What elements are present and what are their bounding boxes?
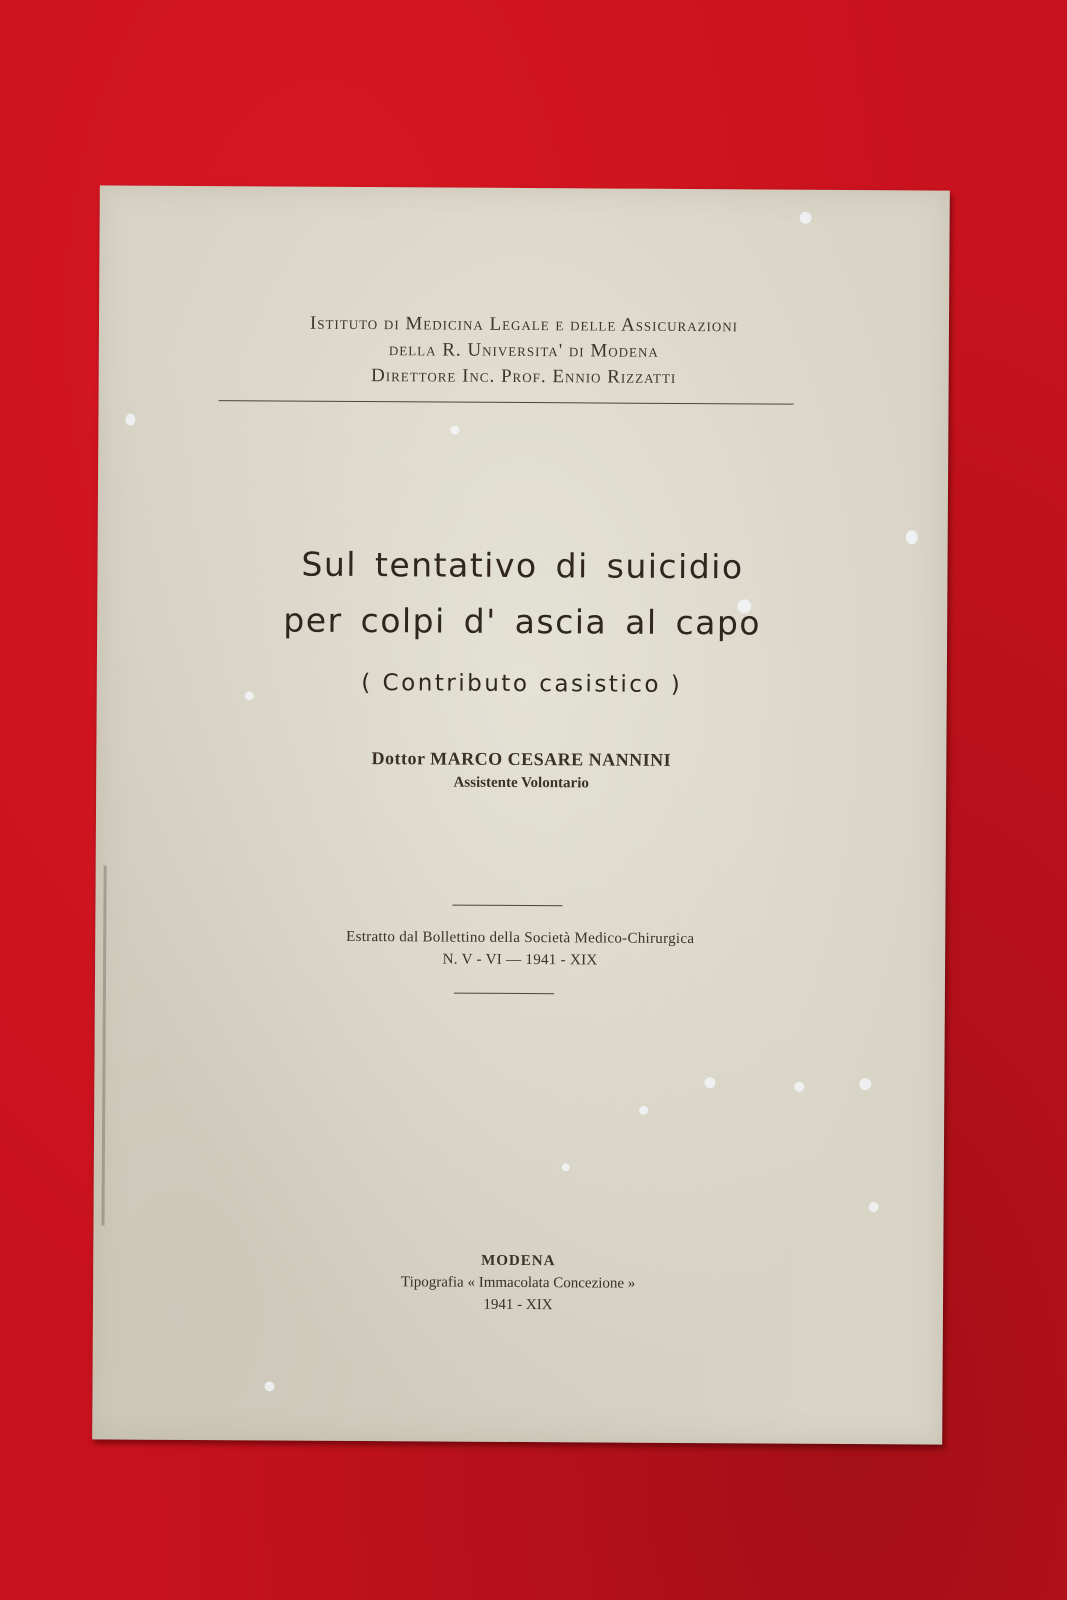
imprint-printer: Tipografia « Immacolata Concezione »: [400, 1274, 636, 1292]
paper-speck: [125, 414, 135, 426]
university-name: della R. Universita' di Modena: [388, 339, 659, 362]
paper-speck: [906, 530, 918, 544]
subtitle: ( Contributo casistico ): [361, 670, 683, 698]
paper-speck: [639, 1106, 648, 1115]
extract-rule-bottom: [454, 993, 554, 995]
booklet-cover: [92, 185, 950, 1444]
author-role: Assistente Volontario: [453, 774, 589, 792]
author-name: Dottor MARCO CESARE NANNINI: [371, 748, 672, 770]
title-line-1: Sul tentativo di suicidio: [301, 544, 744, 587]
paper-speck: [859, 1078, 871, 1090]
binding-edge: [101, 865, 106, 1225]
extract-rule-top: [452, 905, 562, 907]
paper-speck: [450, 426, 459, 435]
imprint-city: MODENA: [481, 1252, 556, 1270]
director-name: Direttore Inc. Prof. Ennio Rizzatti: [371, 365, 677, 388]
paper-speck: [264, 1381, 274, 1391]
paper-speck: [800, 212, 812, 224]
paper-speck: [869, 1202, 879, 1212]
extract-issue: N. V - VI — 1941 - XIX: [442, 951, 598, 969]
extract-source: Estratto dal Bollettino della Società Medico-Chirurgica: [346, 928, 695, 948]
header-rule: [219, 400, 794, 405]
institute-name: Istituto di Medicina Legale e delle Assicurazioni: [309, 312, 739, 337]
imprint-year: 1941 - XIX: [483, 1296, 553, 1314]
paper-speck: [794, 1082, 804, 1092]
institute-header: [99, 309, 949, 392]
title-line-2: per colpi d' ascia al capo: [283, 600, 762, 643]
paper-speck: [562, 1163, 570, 1171]
paper-speck: [704, 1077, 715, 1088]
